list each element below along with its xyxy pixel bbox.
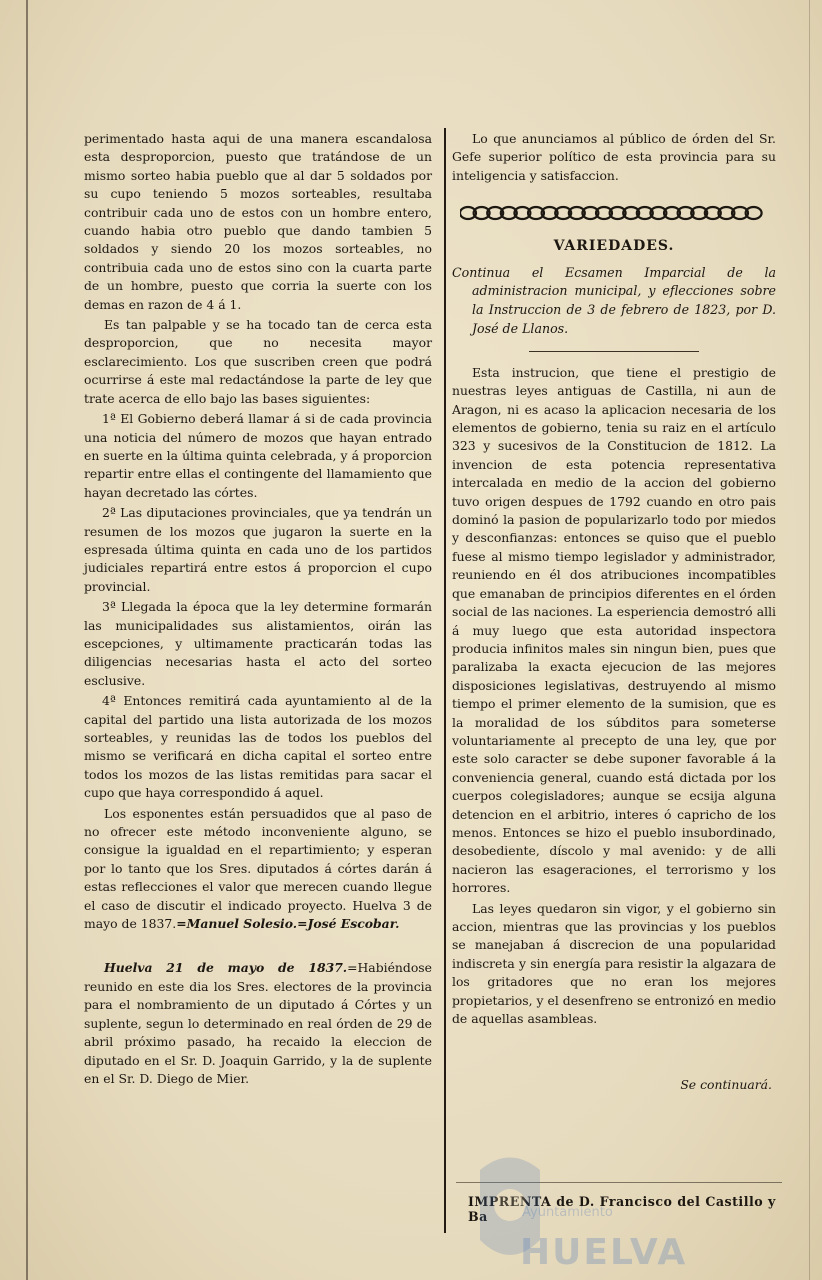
list-item: 3ª Llegada la época que la ley determine formarán las municipalidades sus alistamientos, oirán las escepciones, y ultimamente practicarán todas las diligencias necesarias hasta el acto del sorteo esclusive.: [84, 599, 432, 688]
to-be-continued: Se continuará.: [680, 1077, 772, 1093]
watermark-text: HUELVA: [520, 1232, 688, 1273]
paragraph: [84, 959, 432, 1088]
announcement: Lo que anunciamos al público de órden del Sr. Gefe superior político de esta provincia para su inteligencia y satisfaccion.: [452, 131, 776, 183]
election-notice: =Habiéndose reunido en este dia los Sres. electores de la provincia para el nombramiento de un diputado á Córtes y un suplente, segun lo determinado en real órden de 29 de abril próximo pasado, ha recaido la eleccion de diputado en el Sr. D. Joaquin Garrido, y la de suplente en el Sr. D. Diego de Mier.: [84, 960, 432, 1086]
printer-imprint: IMPRENTA de D. Francisco del Castillo y Ba: [468, 1194, 776, 1224]
paragraph: [84, 805, 432, 934]
list-item: 4ª Entonces remitirá cada ayuntamiento al de la capital del partido una lista autorizada de los mozos sorteables, y reunidas las de todos los pueblos del mismo se verificará en dicha capital el sorteo entre todos los mozos de las listas remitidas para sacar el cupo que haya correspondido á aquel.: [84, 693, 432, 801]
signature: =Manuel Solesio.=José Escobar.: [176, 916, 400, 932]
watermark-caption: Ayuntamiento: [522, 1205, 613, 1220]
paragraph: Las leyes quedaron sin vigor, y el gobierno sin accion, mientras que las provincias y los pueblos se manejaban á discrecion de una popularidad indiscreta y sin energía para resistir la algazara de los gritadores que no eran los mejores propietarios, y el desenfreno se entronizó en medio de aquellas asambleas.: [452, 900, 776, 1027]
section-heading: VARIEDADES.: [553, 238, 675, 255]
paragraph: Esta instrucion, que tiene el prestigio de nuestras leyes antiguas de Castilla, ni aun de Aragon, ni es acaso la aplicacion necesaria de los elementos de gobierno, tenia su raiz en el artículo 323 y sucesivos de la Constitucion de 1812. La invencion de esta potencia representativa intercalada en medio de la accion del gobierno tuvo origen despues de 1792 cuando en otro pais dominó la pasion de popularizarlo todo por miedos y desconfianzas: entonces se quiso que el pueblo fuese al mismo tiempo legislador y administrador, reuniendo en él dos atribuciones incompatibles que emanaban de principios diferentes en el órden social de las naciones. La esperiencia demostró alli á muy luego que esta autoridad inspectora producia infinitos males sin ningun bien, pues que paralizaba la exacta ejecucion de las mejores disposiciones legislativas, destruyendo al mismo tiempo el primer elemento de la sumision, que es la moralidad de los súbditos para someterse voluntariamente al precepto de una ley, que por este solo caracter se debe suponer favorable á la conveniencia general, cuando está dictada por los cuerpos colegisladores; aunque se ecsija alguna detencion en el arbitrio, interes ó capricho de los menos. Entonces se hizo el pueblo insubordinado, desobediente, díscolo y mal avenido: y de alli nacieron las esageraciones, el terrorismo y los horrores.: [452, 364, 776, 896]
list-item: 1ª El Gobierno deberá llamar á si de cada provincia una noticia del número de mozos que hayan entrado en suerte en la última quinta celebrada, y á proporcion repartir entre ellas el contingente del llamamiento que hayan decretado las córtes.: [84, 411, 432, 500]
left-edge-rule: [26, 0, 28, 1280]
dateline: Huelva 21 de mayo de 1837.: [104, 960, 348, 976]
list-item: 2ª Las diputaciones provinciales, que ya tendrán un resumen de los mozos que jugaron la suerte en la espresada última quinta en cada uno de los partidos judiciales repartirá entre estos á proporcion el cupo provincial.: [84, 505, 432, 594]
right-edge-rule: [809, 0, 810, 1280]
subtitle-rule: [529, 351, 699, 352]
ornament-divider: [460, 203, 770, 223]
right-column: [452, 130, 776, 1095]
petition-text: Los esponentes están persuadidos que al paso de no ofrecer este método inconveniente alguno, se consigue la igualdad en el repartimiento; y esperan por lo tanto que los Sres. diputados á córtes darán á estas reflecciones el valor que merecen cuando llegue el caso de discutir el indicado proyecto. Huelva 3 de mayo de 1837.: [84, 805, 432, 932]
left-column: [84, 130, 432, 1088]
paragraph: perimentado hasta aqui de una manera escandalosa esta desproporcion, puesto que tratándose de un mismo sorteo habia pueblo que al dar 5 soldados por su cupo teniendo 5 mozos sorteables, resultaba contribuir cada uno de estos con un hombre entero, cuando habia otro pueblo que dando tambien 5 soldados y siendo 20 los mozos sorteables, no contribuia cada uno de estos sino con la cuarta parte de un hombre, puesto que corria la suerte con los demas en razon de 4 á 1.: [84, 131, 432, 312]
column-divider: [444, 128, 446, 1233]
paragraph: Es tan palpable y se ha tocado tan de cerca esta desproporcion, que no necesita mayor esclarecimiento. Los que suscriben creen que podrá ocurrirse á este mal redactándose la parte de ley que trate acerca de ello bajo las bases siguientes:: [84, 317, 432, 406]
article-subtitle: Continua el Ecsamen Imparcial de la administracion municipal, y eflecciones sobre la Instruccion de 3 de febrero de 1823, por D. José de Llanos.: [452, 264, 776, 337]
